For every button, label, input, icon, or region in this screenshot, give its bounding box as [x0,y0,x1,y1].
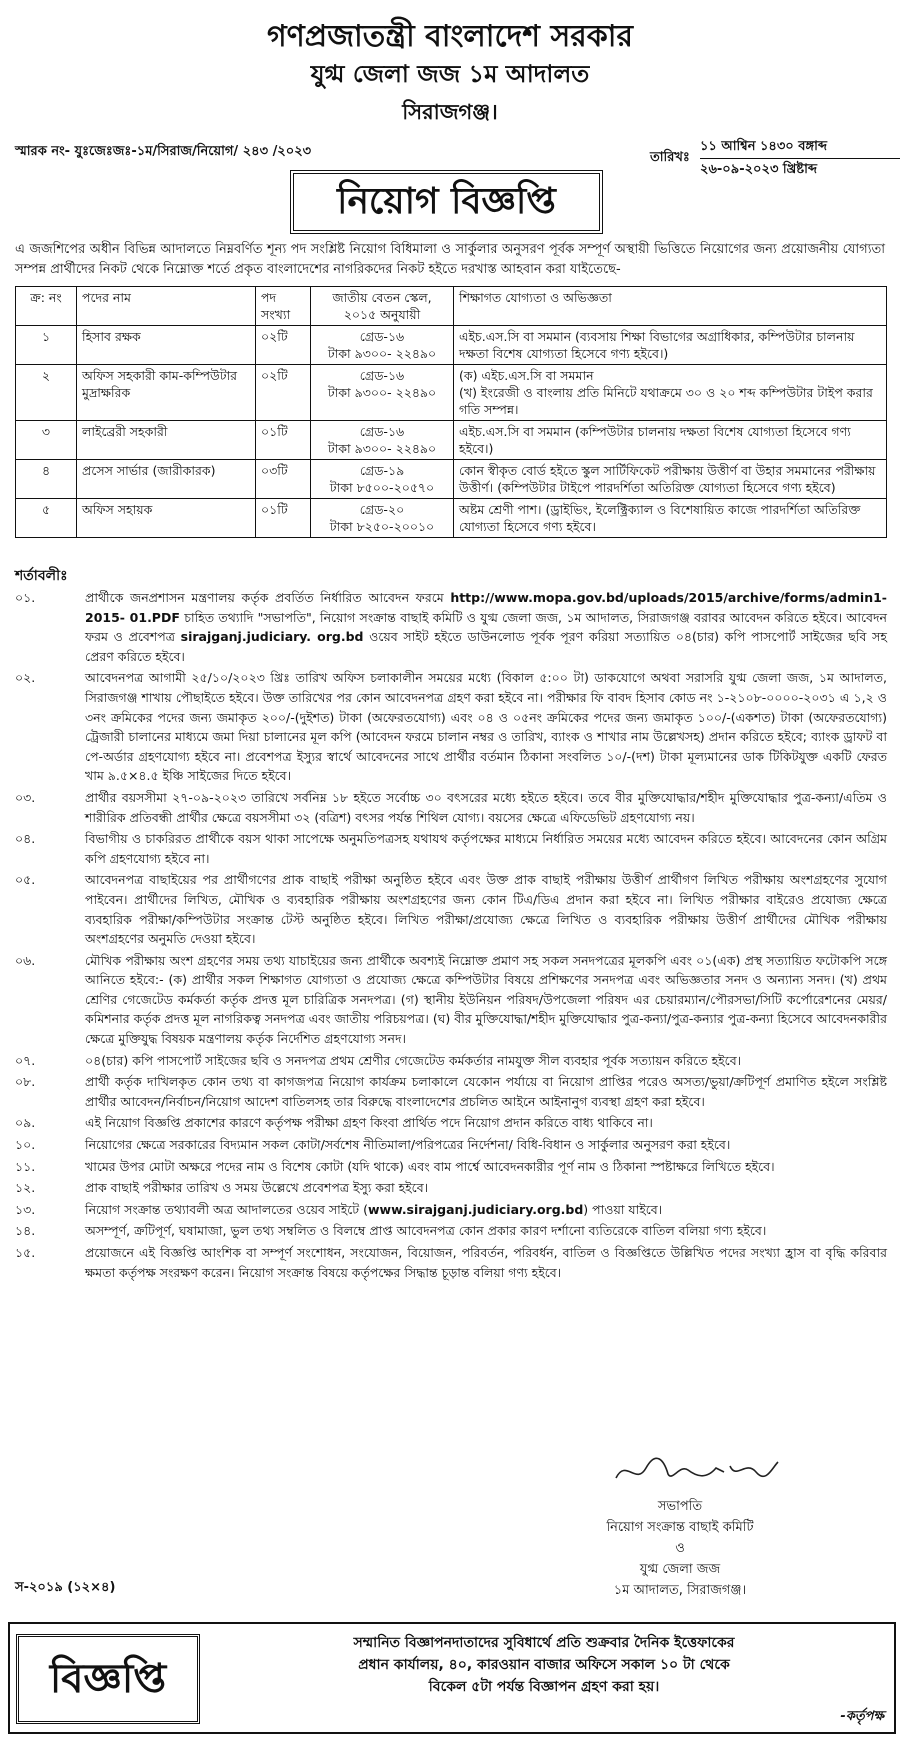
court-title: যুগ্ম জেলা জজ ১ম আদালত [310,60,590,88]
signatory-committee: নিয়োগ সংক্রান্ত বাছাই কমিটি [606,1520,754,1535]
condition-text [85,1200,887,1220]
row-pay: টাকা ৯৩০০- ২২৪৯০ [327,385,437,400]
condition-item [15,1221,887,1241]
condition-text-part: ওয়েব সাইট হইতে ডাউনলোড পূর্বক পূরণ করিয়া সত্যায়িত ০৪(চার) কপি পাসপোর্ট সাইজের ছবি সহ প্রেরণ করিতে হইবে। [85,629,887,664]
row-post-name: প্রসেস সার্ভার (জারীকারক) [77,460,256,499]
date-label: তারিখঃ [650,150,690,165]
condition-item [15,1113,887,1133]
date-bangla: ১১ আশ্বিন ১৪৩০ বঙ্গাব্দ [700,136,900,159]
condition-text: ০৪(চার) কপি পাসপোর্ট সাইজের ছবি ও সনদপত্র প্রথম শ্রেণীর গেজেটেড কর্মকর্তার নামযুক্ত সীল ব্যবহার পূর্বক সত্যায়ন করিতে হইবে। [85,1052,742,1068]
condition-number: ১১. [15,1158,36,1174]
government-title: গণপ্রজাতন্ত্রী বাংলাদেশ সরকার [267,19,633,54]
condition-number: ০৭. [15,1052,36,1068]
condition-text: খামের উপর মোটা অক্ষরে পদের নাম ও বিশেষ কোটা (যদি থাকে) এবং বাম পার্শ্বে আবেদনকারীর পূর্ণ নাম ও ঠিকানা স্পষ্টাক্ষরে লিখিতে হইবে। [85,1158,775,1174]
memo-number: স্মারক নং- যুঃজেঃজঃ-১ম/সিরাজ/নিয়োগ/ ২৪৩ /২০২৩ [15,144,312,159]
intro-paragraph: এ জজশিপের অধীন বিভিন্ন আদালতে নিম্নবর্ণিত শূন্য পদ সংশ্লিষ্ট নিয়োগ বিধিমালা ও সার্কুলার অনুসরণ পূর্বক সম্পূর্ণ অস্থায়ী ভিত্তিতে নিয়োগের জন্য প্রয়োজনীয় যোগ্যতা সম্পন্ন প্রার্থীদের নিকট থেকে নিম্নোক্ত শর্তে প্রকৃত বাংলাদেশের নাগরিকদের নিকট হইতে দরখাস্ত আহবান করা যাইতেছে- [15,242,885,277]
handwritten-signature [606,1450,786,1490]
condition-item [15,668,887,786]
notice-line: প্রধান কার্যালয়, ৪০, কারওয়ান বাজার অফিসে সকাল ১০ টা থেকে [358,1657,730,1673]
conditions-list [15,588,887,1284]
row-pay: টাকা ৮২৫০-২০০১০ [329,519,435,534]
row-pay-scale [311,421,454,460]
row-serial: ৪ [16,460,77,499]
row-pay: টাকা ৯৩০০- ২২৪৯০ [327,346,437,361]
notice-title: নিয়োগ বিজ্ঞপ্তি [290,170,603,234]
condition-number: ০৯. [15,1115,36,1131]
row-pay: টাকা ৮৫০০-২০৫৭০ [329,480,435,495]
condition-item [15,1243,887,1282]
row-post-name: অফিস সহকারী কাম-কম্পিউটার মুদ্রাক্ষরিক [77,365,256,421]
condition-text: নিয়োগের ক্ষেত্রে সরকারের বিদ্যমান সকল কোটা/সর্বশেষ নীতিমালা/পরিপত্রের নির্দেশনা/ বিধি-বিধান ও সার্কুলার অনুসরণ করা হইবে। [85,1137,731,1153]
row-serial: ৫ [16,499,77,538]
row-qualification: কোন স্বীকৃত বোর্ড হইতে স্কুল সার্টিফিকেট পরীক্ষায় উত্তীর্ণ বা উহার সমমানের পরীক্ষায় উত্তীর্ণ। (কম্পিউটার টাইপে পারদর্শিতা অতিরিক্ত যোগ্যতা হিসেবে গণ্য হইবে) [454,460,887,499]
table-row [16,460,887,499]
row-serial: ২ [16,365,77,421]
condition-item [15,1135,887,1155]
condition-text: প্রয়োজনে এই বিজ্ঞপ্তি আংশিক বা সম্পূর্ণ সংশোধন, সংযোজন, বিয়োজন, পরিবর্তন, পরিবর্ধন, বাতিল ও বিজ্ঞপ্তিতে উল্লিখিত পদের সংখ্যা হ্রাস বা বৃদ্ধি করিবার ক্ষমতা কর্তৃপক্ষ সংরক্ষণ করেন। নিয়োগ সংক্রান্ত বিষয়ে কর্তৃপক্ষের সিদ্ধান্ত চূড়ান্ত বলিয়া গণ্য হইবে। [85,1245,887,1280]
row-grade: গ্রেড-১৬ [359,368,405,383]
condition-item [15,1178,887,1198]
court-location: সিরাজগঞ্জ। [402,100,498,124]
signatory-court: ১ম আদালত, সিরাজগঞ্জ। [613,1583,747,1598]
row-post-count: ০২টি [256,365,311,421]
header-post-name: পদের নাম [77,287,256,326]
condition-text: প্রাক বাছাই পরীক্ষার তারিখ ও সময় উল্লেখে প্রবেশপত্র ইস্যু করা হইবে। [85,1180,429,1196]
date-english: ২৬-০৯-২০২৩ খ্রিষ্টাব্দ [700,162,818,177]
notice-text [208,1632,880,1698]
row-pay-scale [311,460,454,499]
condition-number: ১৫. [15,1245,36,1260]
advertiser-notice-bar [8,1622,896,1734]
condition-text-part: চাহিত তথ্যাদি "সভাপতি", নিয়োগ সংক্রান্ত বাছাই কমিটি ও যুগ্ম জেলা জজ, ১ম আদালত, সিরাজগঞ্জ বরাবর আবেদন করিতে হইবে। আবেদন ফরম ও প্রবেশপত্র [85,609,887,645]
row-post-name: হিসাব রক্ষক [77,326,256,365]
table-row [16,421,887,460]
condition-number: ০৪. [15,831,36,847]
condition-text [85,588,887,666]
condition-text-part: প্রার্থীকে জনপ্রশাসন মন্ত্রণালয় কর্তৃক প্রবর্তিত নির্ধারিত আবেদন ফরমে [85,590,451,605]
table-row [16,365,887,421]
row-post-count: ০৩টি [256,460,311,499]
row-post-name: অফিস সহায়ক [77,499,256,538]
row-qualification: (ক) এইচ.এস.সি বা সমমান (খ) ইংরেজী ও বাংলায় প্রতি মিনিটে যথাক্রমে ৩০ ও ২০ শব্দ কম্পিউটার টাইপ করার গতি সম্পন্ন। [454,365,887,421]
row-grade: গ্রেড-২০ [359,502,405,517]
condition-text-part: নিয়োগ সংক্রান্ত তথ্যাবলী অত্র আদালতের ওয়েব সাইটে ( [85,1201,368,1217]
conditions-heading: শর্তাবলীঃ [15,568,68,584]
condition-number: ০৩. [15,789,36,805]
row-post-count: ০১টি [256,421,311,460]
condition-text: প্রার্থী কর্তৃক দাখিলকৃত কোন তথ্য বা কাগজপত্র নিয়োগ কার্যক্রম চলাকালে যেকোন পর্যায়ে বা নিয়োগ প্রাপ্তির পরেও অসত্য/ভুয়া/ক্রটিপূর্ণ প্রমাণিত হইলে সংশ্লিষ্ট প্রার্থীর আবেদন/নির্বাচন/নিয়োগ আদেশ বাতিলসহ তার বিরুদ্ধে বাংলাদেশের প্রচলিত আইনে আইনানুগ ব্যবস্থা গ্রহণ করা হইবে। [85,1074,887,1109]
condition-item [15,588,887,666]
condition-item [15,951,887,1049]
condition-number: ০১. [15,590,36,605]
condition-item [15,788,887,827]
header-pay-scale: জাতীয় বেতন স্কেল, ২০১৫ অনুযায়ী [311,287,454,326]
website-link[interactable]: sirajganj.judiciary. org.bd [180,629,364,645]
signatory-title: সভাপতি [657,1499,703,1514]
condition-number: ০৮. [15,1074,36,1090]
header-qualification: শিক্ষাগত যোগ্যতা ও অভিজ্ঞতা [454,287,887,326]
row-pay: টাকা ৯৩০০- ২২৪৯০ [327,441,437,456]
condition-number: ১৩. [15,1201,36,1217]
row-grade: গ্রেড-১৬ [359,329,405,344]
condition-item [15,1200,887,1220]
row-pay-scale [311,326,454,365]
condition-text: আবেদনপত্র বাছাইয়ের পর প্রার্থীগণের প্রাক বাছাই পরীক্ষা অনুষ্ঠিত হইবে এবং উক্ত প্রাক বাছাই পরীক্ষায় উত্তীর্ণ প্রার্থীগণ লিখিত পরীক্ষায় অংশগ্রহণের সুযোগ পাইবেন। প্রার্থীদের লিখিত, মৌখিক ও ব্যবহারিক পরীক্ষায় অংশগ্রহণের জন্য কোন টিএ/ডিএ প্রদান করা হইবে না। লিখিত পরীক্ষার বাইরেও প্রযোজ্য ক্ষেত্রে ব্যবহারিক পরীক্ষা/কম্পিউটার সংক্রান্ত টেস্ট অনুষ্ঠিত হইবে। লিখিত পরীক্ষা/প্রযোজ্য ক্ষেত্রে লিখিত ও ব্যবহারিক পরীক্ষায় উত্তীর্ণ প্রার্থীদের মৌখিক পরীক্ষায় অংশগ্রহণের অনুমতি দেওয়া হইবে। [85,872,887,947]
row-pay-scale [311,365,454,421]
condition-item [15,1072,887,1111]
condition-item [15,1051,887,1071]
table-row [16,326,887,365]
row-grade: গ্রেড-১৯ [359,463,405,478]
condition-text: প্রার্থীর বয়সসীমা ২৭-০৯-২০২৩ তারিখে সর্বনিম্ন ১৮ হইতে সর্বোচ্চ ৩০ বৎসরের মধ্যে হইতে হইবে। তবে বীর মুক্তিযোদ্ধার/শহীদ মুক্তিযোদ্ধার পুত্র-কন্যা/এতিম ও শারীরিক প্রতিবন্ধী প্রার্থীর ক্ষেত্রে বয়সসীমা ৩২ (বত্রিশ) বৎসর পর্যন্ত শিথিল যোগ্য। বয়সের ক্ষেত্রে এফিডেভিট গ্রহণযোগ্য নয়। [85,789,887,825]
condition-text-part: ) পাওয়া যাইবে। [583,1201,663,1217]
row-serial: ১ [16,326,77,365]
row-serial: ৩ [16,421,77,460]
table-row [16,499,887,538]
row-post-count: ০১টি [256,499,311,538]
condition-number: ০২. [15,670,36,686]
condition-text: অসম্পূর্ণ, ক্রটিপূর্ণ, ঘষামাজা, ভুল তথ্য সম্বলিত ও বিলম্বে প্রাপ্ত আবেদনপত্র কোন প্রকার কারণ দর্শানো ব্যতিরেকে বাতিল বলিয়া গণ্য হইবে। [85,1223,767,1239]
row-pay-scale [311,499,454,538]
signatory-judge: যুগ্ম জেলা জজ [639,1562,721,1577]
condition-number: ০৫. [15,872,36,888]
row-post-count: ০২টি [256,326,311,365]
condition-number: ০৬. [15,952,36,968]
row-qualification: অষ্টম শ্রেণী পাশ। (ড্রাইভিং, ইলেক্ট্রিক্যাল ও বিশেষায়িত কাজে পারদর্শিতা অতিরিক্ত যোগ্যতা হিসেবে গণ্য হইবে। [454,499,887,538]
posts-table [15,286,887,538]
condition-text: বিভাগীয় ও চাকরিরত প্রার্থীকে বয়স থাকা সাপেক্ষে অনুমতিপত্রসহ যথাযথ কর্তৃপক্ষের মাধ্যমে নির্ধারিত সময়ের মধ্যে আবেদন করিতে হইবে। আবেদনের কোন অগ্রিম কপি গ্রহণযোগ্য হইবে না। [85,831,887,866]
condition-item [15,829,887,868]
notice-line: সম্মানিত বিজ্ঞাপনদাতাদের সুবিধার্থে প্রতি শুক্রবার দৈনিক ইত্তেফাকের [353,1635,735,1651]
signature-block [540,1496,820,1601]
notice-line: বিকেল ৫টা পর্যন্ত বিজ্ঞাপন গ্রহণ করা হয়। [428,1679,660,1695]
row-qualification: এইচ.এস.সি বা সমমান (ব্যবসায় শিক্ষা বিভাগের অগ্রাধিকার, কম্পিউটার চালনায় দক্ষতা বিশেষ যোগ্যতা হিসেবে গণ্য হইবে।) [454,326,887,365]
signatory-and: ও [675,1541,685,1556]
condition-number: ১২. [15,1180,36,1196]
condition-number: ১০. [15,1137,36,1153]
table-header-row [16,287,887,326]
condition-number: ১৪. [15,1223,36,1239]
condition-text: মৌখিক পরীক্ষায় অংশ গ্রহণের সময় তথ্য যাচাইয়ের জন্য প্রার্থীকে অবশ্যই নিম্নোক্ত প্রমাণ সহ সকল সনদপত্রের মূলকপি এবং ০১(এক) প্রস্থ সত্যায়িত ফটোকপি সঙ্গে আনিতে হইবে:- (ক) প্রার্থীর সকল শিক্ষাগত যোগ্যতা ও প্রযোজ্য ক্ষেত্রে কম্পিউটার বিষয়ে প্রশিক্ষণের সনদপত্র এবং অভিজ্ঞতার সনদ ও অন্যান্য সনদ। (খ) প্রথম শ্রেণির গেজেটেড কর্মকর্তা কর্তৃক প্রদত্ত মূল চারিত্রিক সনদপত্র। (গ) স্থানীয় ইউনিয়ন পরিষদ/উপজেলা পরিষদ এর চেয়ারম্যান/পৌরসভা/সিটি কর্পোরেশনের মেয়র/কমিশনার কর্তৃক প্রদত্ত মূল নাগরিকত্ব সনদপত্র এবং জাতীয় পরিচয়পত্র। (ঘ) বীর মুক্তিযোদ্ধা/শহীদ মুক্তিযোদ্ধার পুত্র-কন্যা/পুত্র-কন্যার পুত্র-কন্যা হিসেবে আবেদনকারীর ক্ষেত্রে মুক্তিযুদ্ধ বিষয়ক মন্ত্রণালয় কর্তৃক নির্দেশিত গ্রহণযোগ্য সনদ। [85,952,887,1047]
row-qualification: এইচ.এস.সি বা সমমান (কম্পিউটার চালনায় দক্ষতা বিশেষ যোগ্যতা হিসেবে গণ্য হইবে।) [454,421,887,460]
notice-authority: -কর্তৃপক্ষ [840,1709,884,1724]
condition-item [15,1157,887,1177]
row-grade: গ্রেড-১৬ [359,424,405,439]
court-website-link[interactable]: www.sirajganj.judiciary.org.bd [367,1201,584,1217]
condition-text: আবেদনপত্র আগামী ২৫/১০/২০২৩ খ্রিঃ তারিখ অফিস চলাকালীন সময়ের মধ্যে (বিকাল ৫:০০ টা) ডাকযোগে অথবা সরাসরি যুগ্ম জেলা জজ, ১ম আদালত, সিরাজগঞ্জ শাখায় পৌছাইতে হইবে। উক্ত তারিখের পর কোন আবেদনপত্র গ্রহণ করা হইবে না। পরীক্ষার ফি বাবদ হিসাব কোড নং ১-২১০৮-০০০০-২০৩১ এ ১,২ ও ৩নং ক্রমিকের পদের জন্য জমাকৃত ২০০/-(দুইশত) টাকা (অফেরতযোগ্য) এবং ০৪ ও ০৫নং ক্রমিকের পদের জন্য জমাকৃত ১০০/-(একশত) টাকা (অফেরতযোগ্য) ট্রেজারী চালানের মাধ্যমে জমা দিয়া চালানের মূল কপি (আবেদন ফরমে চালান নম্বর ও তারিখ, ব্যাংক ও শাখার নাম উল্লেখসহ) প্রদান করিতে হইবে; ব্যাংক ড্রাফট বা পে-অর্ডার গ্রহণযোগ্য হইবে না। প্রবেশপত্র ইস্যুর স্বার্থে আবেদনের সাথে প্রার্থীর বর্তমান ঠিকানা সংবলিত ১০/-(দশ) টাকা মূল্যমানের ডাক টিকিটযুক্ত একটি ফেরত খাম ৯.৫×৪.৫ ইঞ্চি সাইজের দিতে হইবে। [85,670,887,784]
header-post-count: পদ সংখ্যা [256,287,311,326]
header-serial: ক্র: নং [16,287,77,326]
form-download-link[interactable]: http://www.mopa.gov.bd/uploads/2015/archive/forms/admin1-2015- 01.PDF [85,590,887,625]
notice-brand: বিজ্ঞপ্তি [16,1634,200,1724]
ad-code: স-২০১৯ (১২×৪) [15,1580,116,1595]
condition-text: এই নিয়োগ বিজ্ঞপ্তি প্রকাশের কারণে কর্তৃপক্ষ পরীক্ষা গ্রহণ কিংবা প্রার্থিত পদে নিয়োগ প্রদান করিতে বাধ্য থাকিবে না। [85,1115,653,1131]
row-post-name: লাইব্রেরী সহকারী [77,421,256,460]
condition-item [15,870,887,948]
